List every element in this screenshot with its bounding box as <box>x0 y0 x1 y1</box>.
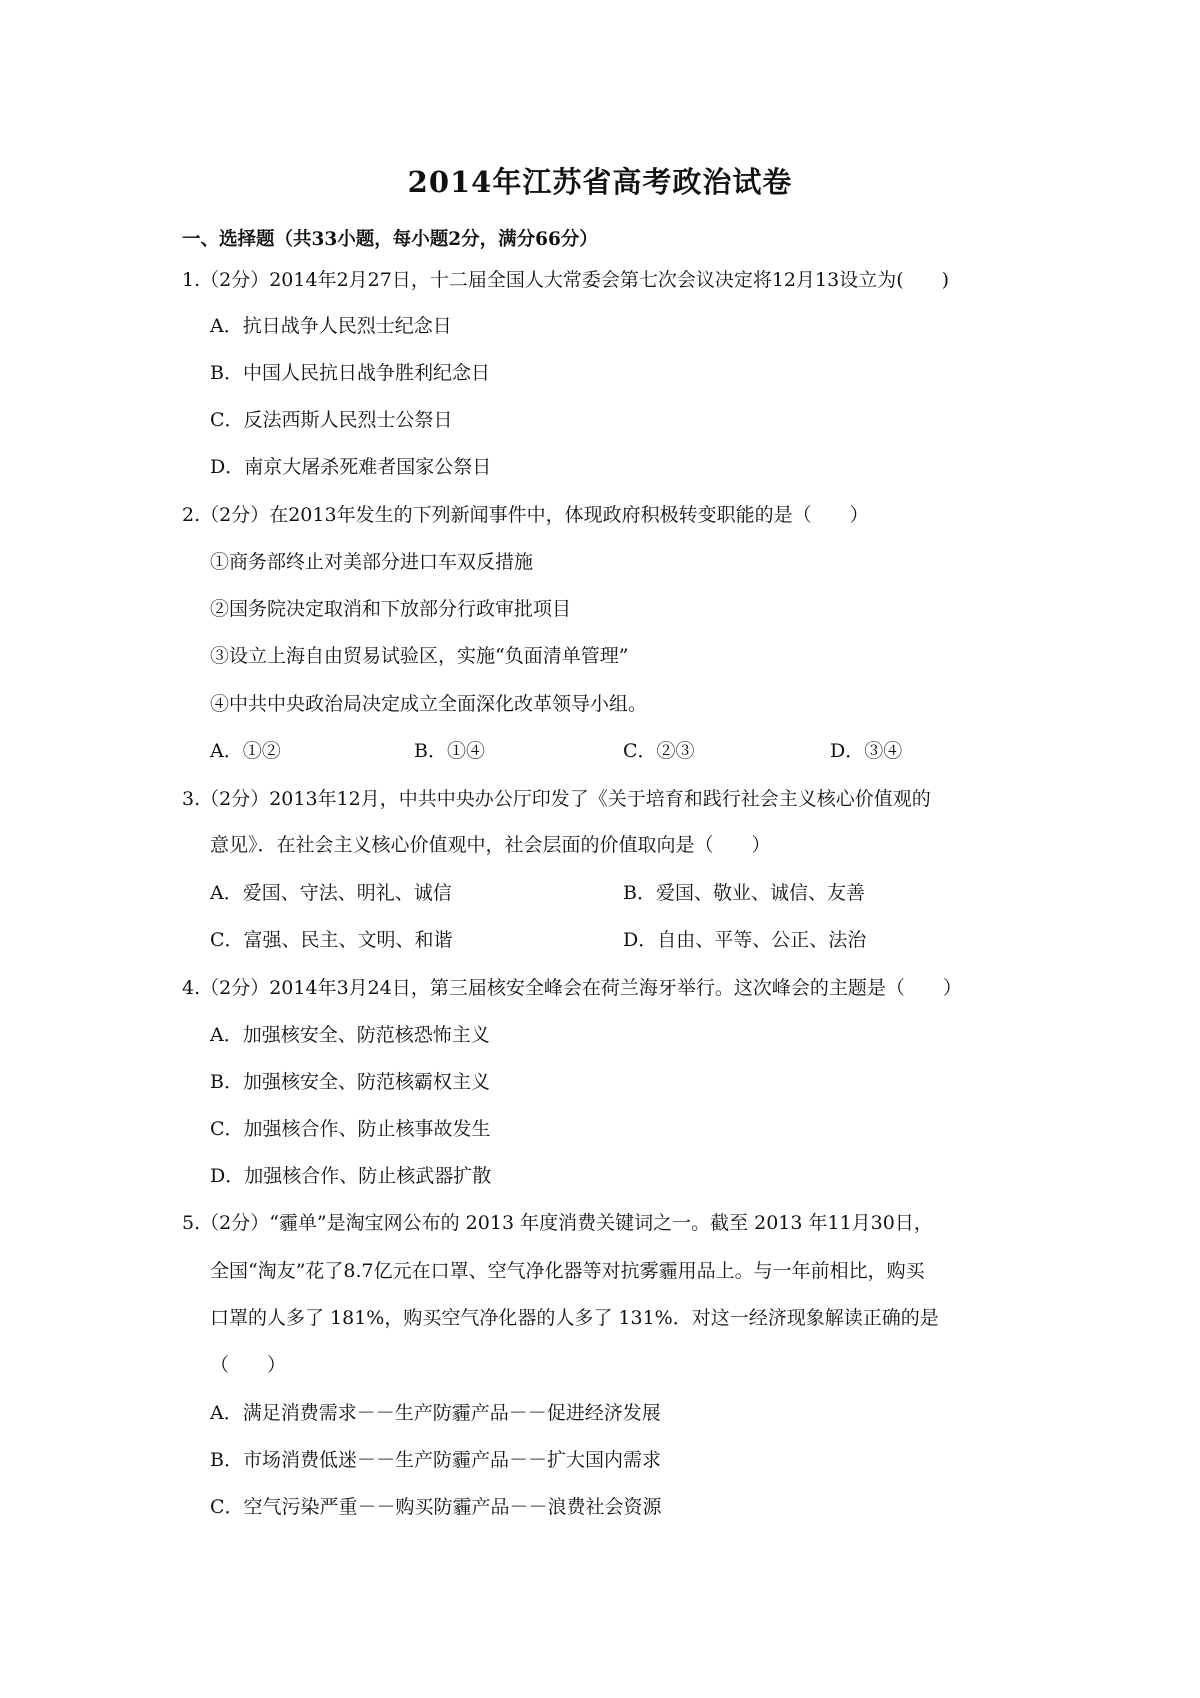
question-2-item-2: ②国务院决定取消和下放部分行政审批项目 <box>210 598 572 620</box>
question-1-stem: 1.（2分）2014年2月27日，十二届全国人大常委会第七次会议决定将12月13设立为( ) <box>182 269 950 291</box>
question-4-option-d: D．加强核合作、防止核武器扩散 <box>210 1165 492 1187</box>
section-heading: 一、选择题（共33小题，每小题2分，满分66分） <box>182 229 598 250</box>
question-5-stem: 5.（2分）“霾单”是淘宝网公布的 2013 年度消费关键词之一。截至 2013 年11月30日， <box>182 1212 933 1234</box>
question-5-option-a: A．满足消费需求－－生产防霾产品－－促进经济发展 <box>210 1402 661 1424</box>
question-5-stem-line-4: （ ） <box>210 1354 287 1376</box>
question-2-option-b: B．①④ <box>414 740 485 762</box>
question-4-option-a: A．加强核安全、防范核恐怖主义 <box>210 1024 490 1046</box>
exam-title: 2014年江苏省高考政治试卷 <box>407 165 793 199</box>
question-3-option-d: D．自由、平等、公正、法治 <box>623 929 867 951</box>
question-5-option-b: B．市场消费低迷－－生产防霾产品－－扩大国内需求 <box>210 1449 661 1471</box>
question-2-item-4: ④中共中央政治局决定成立全面深化改革领导小组。 <box>210 693 648 715</box>
question-3-option-c: C．富强、民主、文明、和谐 <box>210 929 453 951</box>
question-2-option-a: A．①② <box>210 740 281 762</box>
question-2-option-c: C．②③ <box>623 740 695 762</box>
question-1-option-a: A．抗日战争人民烈士纪念日 <box>210 315 452 337</box>
question-1-option-d: D．南京大屠杀死难者国家公祭日 <box>210 456 492 478</box>
question-1-option-c: C．反法西斯人民烈士公祭日 <box>210 409 453 431</box>
question-3-option-a: A．爱国、守法、明礼、诚信 <box>210 882 452 904</box>
question-5-stem-line-2: 全国“淘友”花了8.7亿元在口罩、空气净化器等对抗雾霾用品上。与一年前相比，购买 <box>210 1260 925 1282</box>
question-2-stem: 2.（2分）在2013年发生的下列新闻事件中，体现政府积极转变职能的是（ ） <box>182 504 869 526</box>
question-3-stem: 3.（2分）2013年12月，中共中央办公厅印发了《关于培育和践行社会主义核心价值观的 <box>182 788 931 810</box>
question-3-option-b: B．爱国、敬业、诚信、友善 <box>623 882 865 904</box>
question-2-option-d: D．③④ <box>830 740 903 762</box>
question-2-item-1: ①商务部终止对美部分进口车双反措施 <box>210 551 534 573</box>
question-1-option-b: B．中国人民抗日战争胜利纪念日 <box>210 362 490 384</box>
question-5-stem-line-3: 口罩的人多了 181%，购买空气净化器的人多了 131%．对这一经济现象解读正确的是 <box>210 1307 939 1329</box>
question-4-option-b: B．加强核安全、防范核霸权主义 <box>210 1071 490 1093</box>
question-2-item-3: ③设立上海自由贸易试验区，实施“负面清单管理” <box>210 645 629 667</box>
question-4-option-c: C．加强核合作、防止核事故发生 <box>210 1118 491 1140</box>
question-4-stem: 4.（2分）2014年3月24日，第三届核安全峰会在荷兰海牙举行。这次峰会的主题是（ ） <box>182 977 962 999</box>
question-3-stem-continued: 意见》．在社会主义核心价值观中，社会层面的价值取向是（ ） <box>210 834 771 856</box>
question-5-option-c: C．空气污染严重－－购买防霾产品－－浪费社会资源 <box>210 1496 662 1518</box>
